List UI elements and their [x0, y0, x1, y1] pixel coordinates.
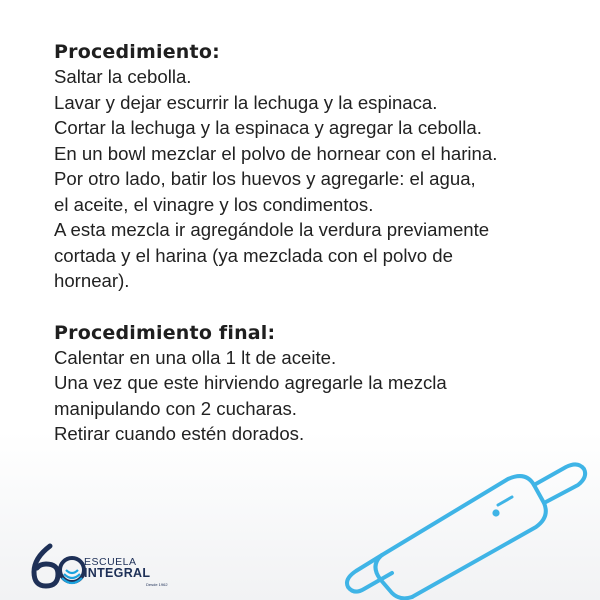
procedure-step: Por otro lado, batir los huevos y agregarle: el agua,	[54, 168, 476, 189]
final-procedure-step: Una vez que este hirviendo agregarle la mezcla	[54, 372, 447, 393]
logo-tagline: Desde 1962	[146, 582, 168, 587]
logo-text-escuela: ESCUELA	[84, 556, 137, 568]
procedure-heading: Procedimiento:	[54, 41, 220, 63]
school-logo	[28, 540, 188, 590]
procedure-step: Cortar la lechuga y la espinaca y agregar la cebolla.	[54, 117, 482, 138]
procedure-steps	[54, 64, 574, 294]
final-procedure-step: Calentar en una olla 1 lt de aceite.	[54, 346, 337, 368]
procedure-step: Lavar y dejar escurrir la lechuga y la espinaca.	[54, 91, 438, 113]
procedure-step: el aceite, el vinagre y los condimentos.	[54, 193, 374, 215]
procedure-step: Saltar la cebolla.	[54, 66, 192, 87]
recipe-card	[54, 40, 574, 447]
final-procedure-step: manipulando con 2 cucharas.	[54, 397, 297, 419]
anniversary-logo-icon	[28, 540, 88, 590]
final-procedure-heading: Procedimiento final:	[54, 321, 276, 344]
logo-text-integral: INTEGRAL	[84, 566, 151, 580]
procedure-step: hornear).	[54, 270, 130, 291]
final-procedure-steps	[54, 345, 574, 447]
final-procedure-step: Retirar cuando estén dorados.	[54, 423, 305, 444]
final-procedure-section	[54, 321, 574, 447]
procedure-step: A esta mezcla ir agregándole la verdura previamente	[54, 219, 490, 240]
rolling-pin-icon	[330, 455, 600, 600]
procedure-step: cortada y el harina (ya mezclada con el polvo de	[54, 244, 453, 266]
procedure-step: En un bowl mezclar el polvo de hornear con el harina.	[54, 142, 498, 164]
